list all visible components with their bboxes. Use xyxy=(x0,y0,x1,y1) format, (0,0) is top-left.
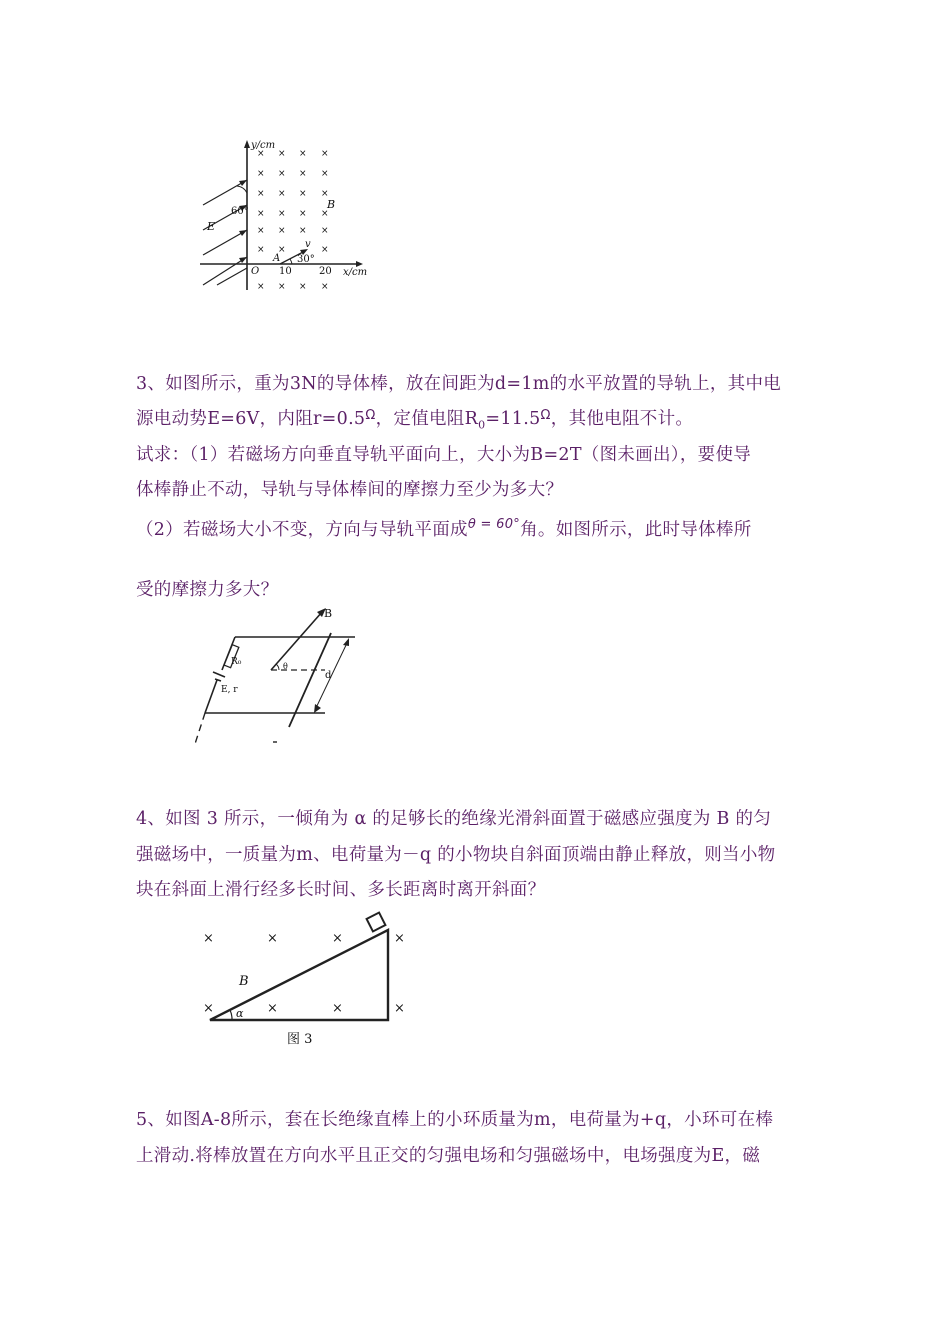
svg-text:×: × xyxy=(278,169,286,179)
svg-text:×: × xyxy=(257,245,265,255)
velocity-label: v xyxy=(305,239,311,250)
q3-line-3: 试求：（1）若磁场方向垂直导轨平面向上，大小为B=2T（图未画出），要使导 xyxy=(136,445,752,465)
angle-30-arc xyxy=(290,259,292,264)
svg-text:×: × xyxy=(278,209,286,219)
dashed-extension xyxy=(195,713,205,750)
svg-text:×: × xyxy=(321,169,329,179)
electric-field-arrows xyxy=(239,180,247,263)
tick-20-label: 20 xyxy=(319,266,332,277)
q3-line-2-d: ，其他电阻不计。 xyxy=(550,409,694,429)
svg-text:×: × xyxy=(321,226,329,236)
cross: × xyxy=(267,1001,278,1016)
b-vector xyxy=(271,612,322,670)
q3-line-5-a: （2）若磁场大小不变，方向与导轨平面成 xyxy=(136,520,468,540)
figure-3-incline-diagram xyxy=(195,905,415,1055)
b-label: B xyxy=(239,974,249,989)
svg-text:×: × xyxy=(299,169,307,179)
point-a-label: A xyxy=(273,253,281,264)
q3-line-2-b: ，定值电阻R xyxy=(375,409,479,429)
field-b-label: B xyxy=(327,198,336,211)
alpha-label: α xyxy=(236,1007,244,1020)
svg-text:×: × xyxy=(321,282,329,292)
figure-1-svg xyxy=(195,135,375,295)
y-axis-label: y/cm xyxy=(251,140,276,151)
d-dimension-line xyxy=(315,641,348,710)
q3-line-5 xyxy=(136,516,752,541)
svg-text:×: × xyxy=(257,209,265,219)
q3-line-1: 3、如图所示，重为3N的导体棒，放在间距为d=1m的水平放置的导轨上，其中电 xyxy=(136,374,782,394)
svg-text:×: × xyxy=(299,282,307,292)
battery xyxy=(213,672,225,681)
theta-expression: θ = 60° xyxy=(467,517,521,532)
ohm-symbol-2: Ω xyxy=(540,408,551,423)
figure-3-svg xyxy=(195,905,415,1055)
svg-text:×: × xyxy=(299,189,307,199)
svg-text:×: × xyxy=(321,209,329,219)
ohm-symbol-1: Ω xyxy=(365,408,376,423)
svg-text:×: × xyxy=(299,209,307,219)
svg-text:×: × xyxy=(257,149,265,159)
q4-line-2: 强磁场中，一质量为m、电荷量为－q 的小物块自斜面顶端由静止释放，则当小物 xyxy=(136,845,776,865)
block xyxy=(367,913,386,932)
angle-60-arc xyxy=(237,186,247,193)
svg-text:×: × xyxy=(321,149,329,159)
r0-label: R₀ xyxy=(231,657,242,667)
figure-2-svg xyxy=(195,600,375,755)
angle-60-label: 60° xyxy=(231,206,249,217)
svg-text:×: × xyxy=(278,149,286,159)
svg-text:×: × xyxy=(321,245,329,255)
tick-10-label: 10 xyxy=(279,266,292,277)
origin-label: O xyxy=(251,266,260,277)
cross: × xyxy=(332,1001,343,1016)
q3-line-2 xyxy=(136,405,693,432)
d-label: d xyxy=(325,670,332,681)
q3-line-2-a: 源电动势E=6V，内阻r=0.5 xyxy=(136,409,366,429)
q4-line-3: 块在斜面上滑行经多长时间、多长距离时离开斜面？ xyxy=(136,880,546,900)
q3-line-5-b: 角。如图所示，此时导体棒所 xyxy=(520,520,752,540)
alpha-arc xyxy=(230,1010,232,1020)
svg-text:×: × xyxy=(299,149,307,159)
angle-30-label: 30° xyxy=(297,254,315,265)
svg-text:×: × xyxy=(278,189,286,199)
svg-text:×: × xyxy=(278,282,286,292)
svg-text:×: × xyxy=(278,226,286,236)
q5-line-1: 5、如图A-8所示，套在长绝缘直棒上的小环质量为m，电荷量为+q，小环可在棒 xyxy=(136,1110,774,1130)
svg-text:×: × xyxy=(257,282,265,292)
svg-text:×: × xyxy=(257,169,265,179)
d-arrow-top xyxy=(343,638,349,646)
svg-text:×: × xyxy=(257,226,265,236)
rails xyxy=(205,637,355,713)
figure-2-rail-diagram xyxy=(195,600,375,755)
q3-line-2-c: =11.5 xyxy=(485,409,541,429)
theta-arc xyxy=(276,664,279,670)
cross: × xyxy=(203,931,214,946)
q4-line-1: 4、如图 3 所示，一倾角为 α 的足够长的绝缘光滑斜面置于磁感应强度为 B 的匀 xyxy=(136,809,772,829)
y-axis-arrow xyxy=(244,140,250,148)
svg-text:×: × xyxy=(257,189,265,199)
q5-line-2: 上滑动.将棒放置在方向水平且正交的匀强电场和匀强磁场中，电场强度为E，磁 xyxy=(136,1146,761,1166)
figure-1-field-diagram xyxy=(195,135,375,295)
r0-subscript: 0 xyxy=(478,418,486,432)
x-axis-label: x/cm xyxy=(343,267,368,278)
cross: × xyxy=(394,1001,405,1016)
magnetic-field-crosses xyxy=(257,149,329,292)
emf-label: E, r xyxy=(221,685,238,695)
figure-caption: 图 3 xyxy=(287,1032,313,1047)
cross: × xyxy=(267,931,278,946)
q3-line-6: 受的摩擦力多大？ xyxy=(136,580,279,600)
svg-text:×: × xyxy=(278,245,286,255)
q3-line-4: 体棒静止不动，导轨与导体棒间的摩擦力至少为多大？ xyxy=(136,480,564,500)
cross: × xyxy=(203,1001,214,1016)
svg-text:×: × xyxy=(299,226,307,236)
theta-label: θ xyxy=(283,662,288,671)
b-label: B xyxy=(324,607,333,620)
field-e-label: E xyxy=(207,220,216,233)
cross: × xyxy=(394,931,405,946)
cross: × xyxy=(332,931,343,946)
svg-text:×: × xyxy=(321,189,329,199)
